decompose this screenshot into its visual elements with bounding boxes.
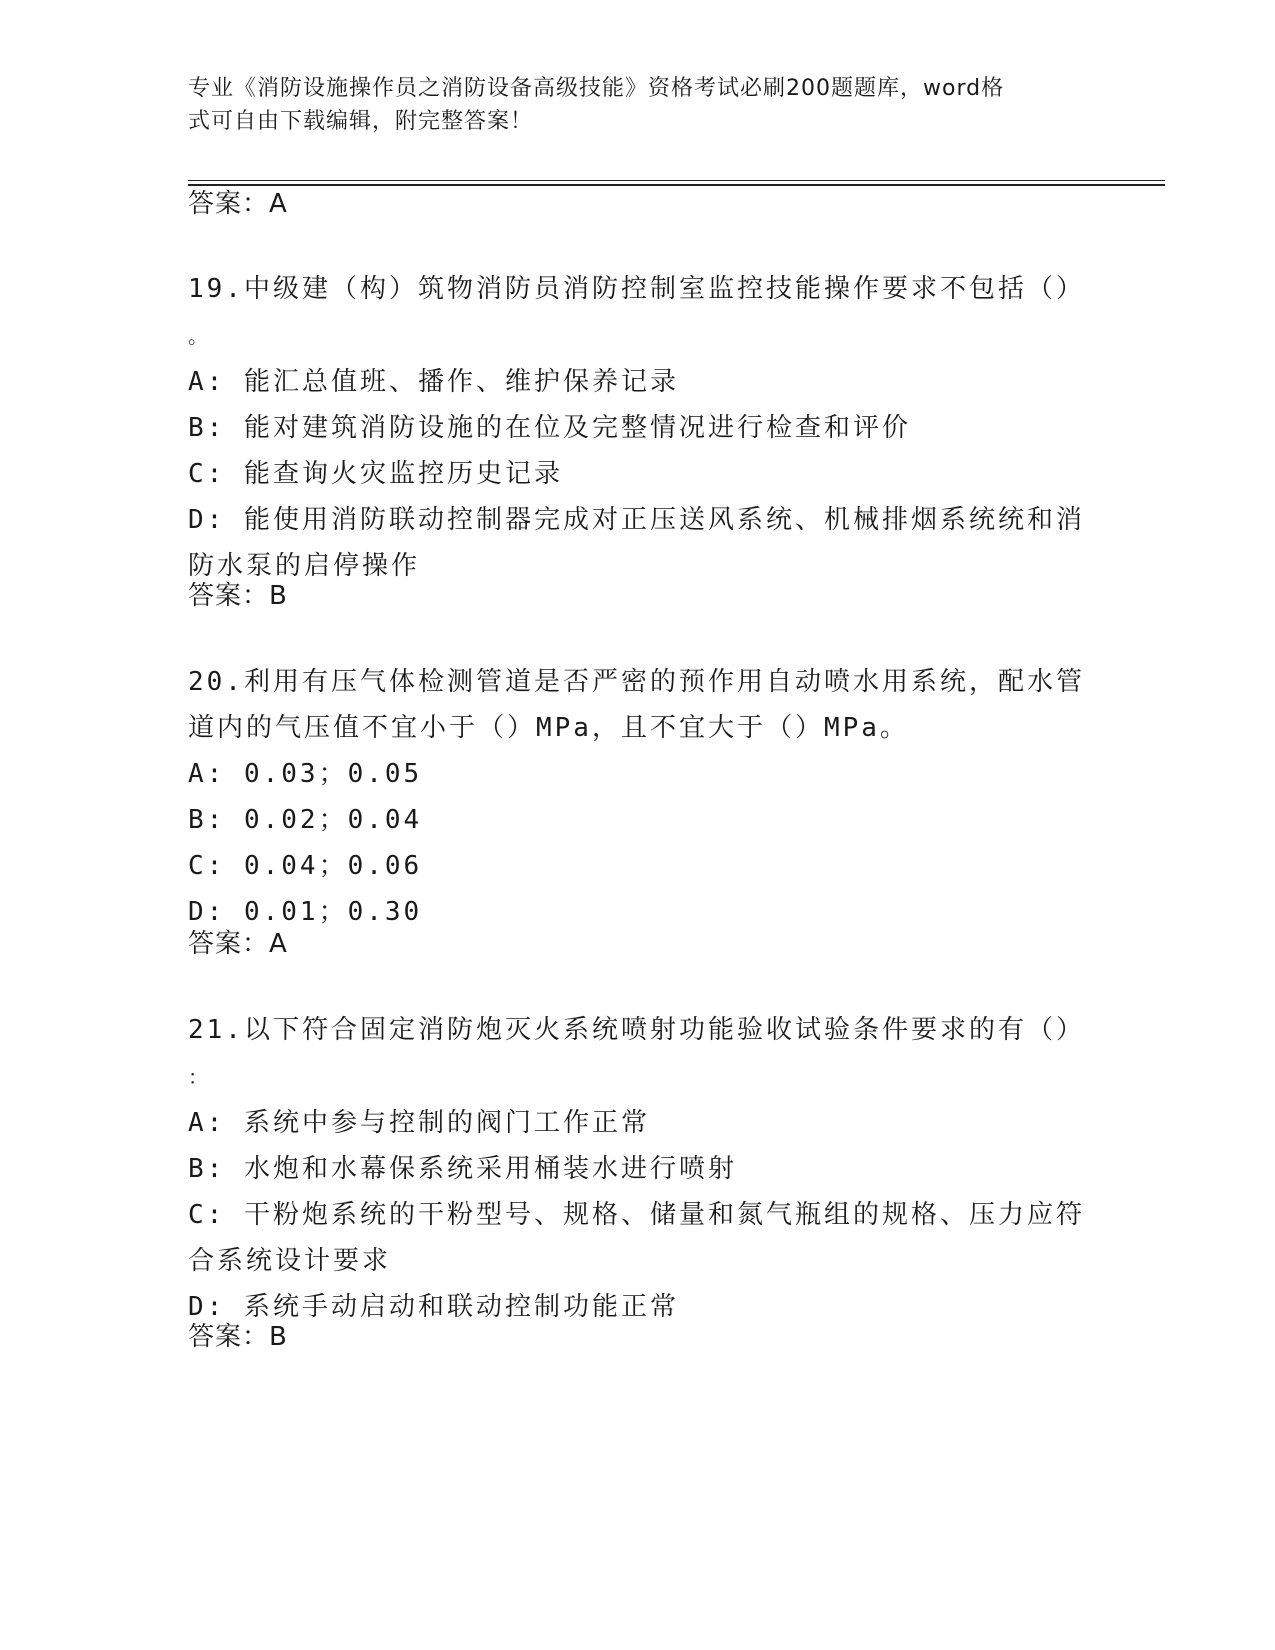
option-key: C: [188, 1200, 226, 1230]
option-text: 水炮和水幕保系统采用桶装水进行喷射 [225, 1154, 737, 1184]
question-19 [188, 266, 1088, 589]
question-stem [188, 1007, 1088, 1100]
option-c [188, 1192, 1088, 1284]
question-21 [188, 1007, 1088, 1330]
option-text: 0.04；0.06 [225, 851, 423, 881]
option-key: C: [188, 459, 226, 489]
option-key: D: [188, 1292, 226, 1322]
option-text: 0.01；0.30 [225, 897, 423, 927]
option-d-continuation: 防水泵的启停操作 [188, 551, 421, 581]
header-divider-thick [188, 184, 1165, 186]
question-stem-line-2: ： [188, 1065, 211, 1089]
option-key: A: [188, 759, 226, 789]
option-key: C: [188, 851, 226, 881]
question-stem-line-2: 道内的气压值不宜小于（）MPa，且不宜大于（）MPa。 [188, 713, 909, 743]
option-key: A: [188, 1108, 226, 1138]
question-20 [188, 659, 1088, 935]
answer-20: 答案：A [188, 929, 288, 959]
option-text: 系统中参与控制的阀门工作正常 [225, 1108, 650, 1138]
question-stem [188, 266, 1088, 359]
question-stem-line-1: 19.中级建（构）筑物消防员消防控制室监控技能操作要求不包括（） [188, 274, 1085, 304]
option-b [188, 1146, 1088, 1192]
document-header [188, 72, 1068, 138]
option-c-continuation: 合系统设计要求 [188, 1246, 392, 1276]
option-d [188, 497, 1088, 589]
option-text: 能对建筑消防设施的在位及完整情况进行检查和评价 [225, 413, 911, 443]
option-b [188, 405, 1088, 451]
header-line-1: 专业《消防设施操作员之消防设备高级技能》资格考试必刷200题题库，word格 [188, 76, 1005, 101]
option-c [188, 451, 1088, 497]
answer-19: 答案：B [188, 581, 288, 611]
option-key: A: [188, 367, 226, 397]
option-a [188, 751, 1088, 797]
header-divider-thin [188, 180, 1165, 181]
option-text: 能使用消防联动控制器完成对正压送风系统、机械排烟系统统和消 [225, 505, 1085, 535]
option-d [188, 1284, 1088, 1330]
option-a [188, 359, 1088, 405]
option-text: 0.02；0.04 [225, 805, 423, 835]
option-key: B: [188, 805, 226, 835]
option-text: 0.03；0.05 [225, 759, 423, 789]
question-stem-line-1: 21.以下符合固定消防炮灭火系统喷射功能验收试验条件要求的有（） [188, 1015, 1085, 1045]
option-text: 能汇总值班、播作、维护保养记录 [225, 367, 679, 397]
option-key: D: [188, 505, 226, 535]
option-text: 干粉炮系统的干粉型号、规格、储量和氮气瓶组的规格、压力应符 [225, 1200, 1085, 1230]
option-b [188, 797, 1088, 843]
option-a [188, 1100, 1088, 1146]
option-text: 系统手动启动和联动控制功能正常 [225, 1292, 679, 1322]
option-key: B: [188, 1154, 226, 1184]
option-text: 能查询火灾监控历史记录 [225, 459, 563, 489]
answer-21: 答案：B [188, 1322, 288, 1352]
header-line-2: 式可自由下载编辑，附完整答案！ [188, 109, 534, 134]
question-stem [188, 659, 1088, 751]
question-stem-line-1: 20.利用有压气体检测管道是否严密的预作用自动喷水用系统，配水管 [188, 667, 1085, 697]
option-key: D: [188, 897, 226, 927]
option-c [188, 843, 1088, 889]
previous-answer: 答案：A [188, 189, 288, 219]
option-key: B: [188, 413, 226, 443]
question-stem-line-2: 。 [188, 324, 211, 348]
option-d [188, 889, 1088, 935]
